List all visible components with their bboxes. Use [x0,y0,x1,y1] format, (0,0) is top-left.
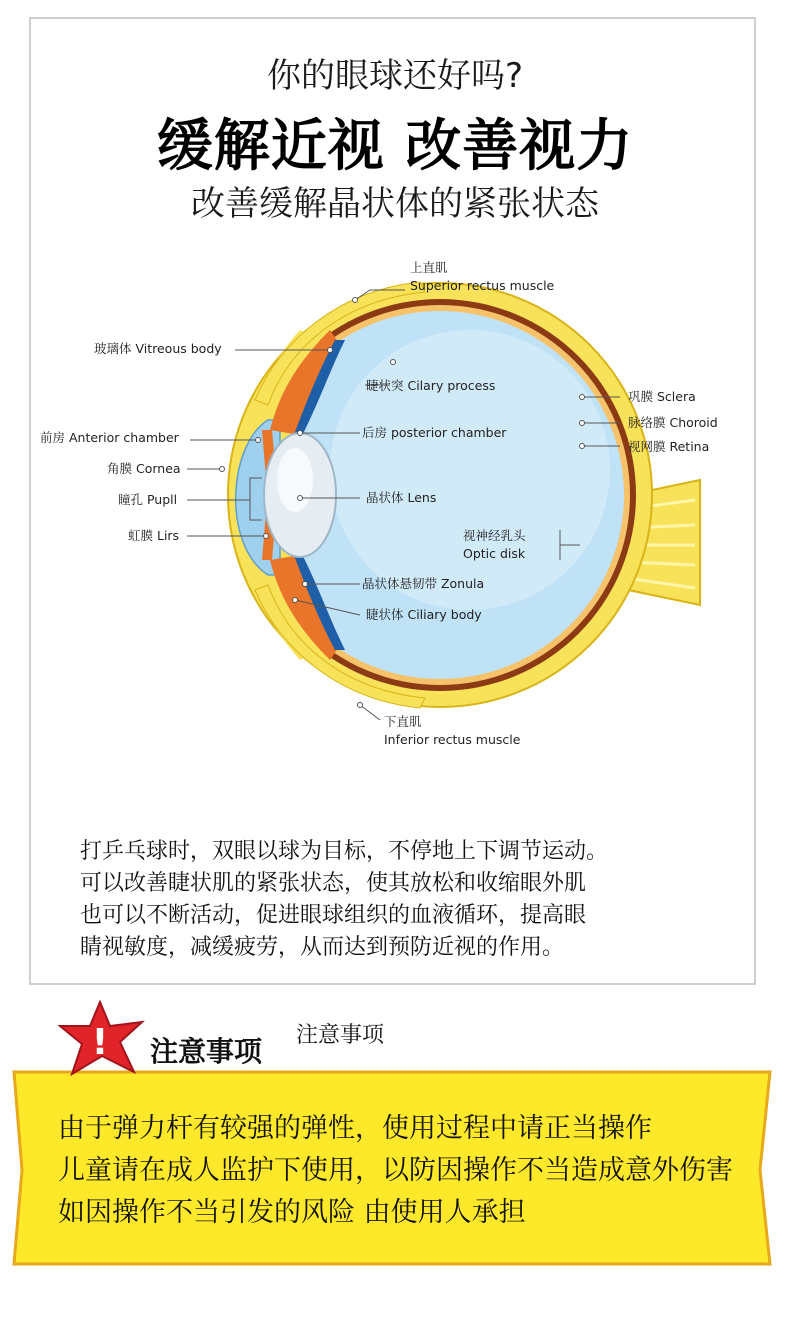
label-inferior-cn: 下直肌 [384,714,422,729]
notice-line: 由于弹力杆有较强的弹性，使用过程中请正当操作 [58,1113,652,1144]
label-cornea: 角膜 Cornea [107,461,181,476]
description-line: 也可以不断活动，促进眼球组织的血液循环，提高眼 [80,903,587,928]
description-line: 睛视敏度，减缓疲劳，从而达到预防近视的作用。 [80,935,565,960]
notice-subheading: 注意事项 [296,1023,385,1048]
label-zonula: 晶状体悬韧带 Zonula [362,576,485,591]
label-vitreous: 玻璃体 Vitreous body [94,341,222,356]
label-posterior-chamber: 后房 posterior chamber [362,425,507,440]
label-optic-en: Optic disk [463,546,526,561]
label-superior-cn: 上直肌 [410,260,448,275]
header-title: 缓解近视 改善视力 [156,114,634,179]
warning-exclamation: ! [91,1022,109,1063]
description-paragraph [80,836,720,964]
label-anterior-chamber: 前房 Anterior chamber [40,430,179,445]
label-optic-cn: 视神经乳头 [463,528,526,543]
label-pupil: 瞳孔 Pupll [118,492,178,507]
eye-anatomy-diagram [0,240,790,760]
notice-line: 如因操作不当引发的风险 由使用人承担 [58,1197,526,1228]
label-choroid: 脉络膜 Choroid [628,415,718,430]
label-retina: 视网膜 Retina [628,439,710,454]
label-inferior-en: Inferior rectus muscle [384,732,521,747]
label-lens: 晶状体 Lens [366,490,437,505]
header-subtitle: 改善缓解晶状体的紧张状态 [191,184,599,224]
label-ciliary-body: 睫状体 Ciliary body [366,607,482,622]
lens-highlight [277,448,313,512]
notice-heading: 注意事项 [150,1035,263,1068]
warning-star-icon [58,1000,148,1080]
label-sclera: 巩膜 Sclera [628,389,696,404]
label-iris: 虹膜 Lirs [128,528,180,543]
description-line: 打乒乓球时，双眼以球为目标，不停地上下调节运动。 [80,839,609,864]
description-line: 可以改善睫状肌的紧张状态，使其放松和收缩眼外肌 [80,871,587,896]
label-ciliary-process: 睫状突 Cilary process [366,378,496,393]
vitreous-highlight [330,330,610,610]
label-superior-en: Superior rectus muscle [410,278,555,293]
notice-line: 儿童请在成人监护下使用，以防因操作不当造成意外伤害 [58,1155,733,1186]
notice-text [58,1108,758,1234]
header-question: 你的眼球还好吗? [266,56,524,96]
